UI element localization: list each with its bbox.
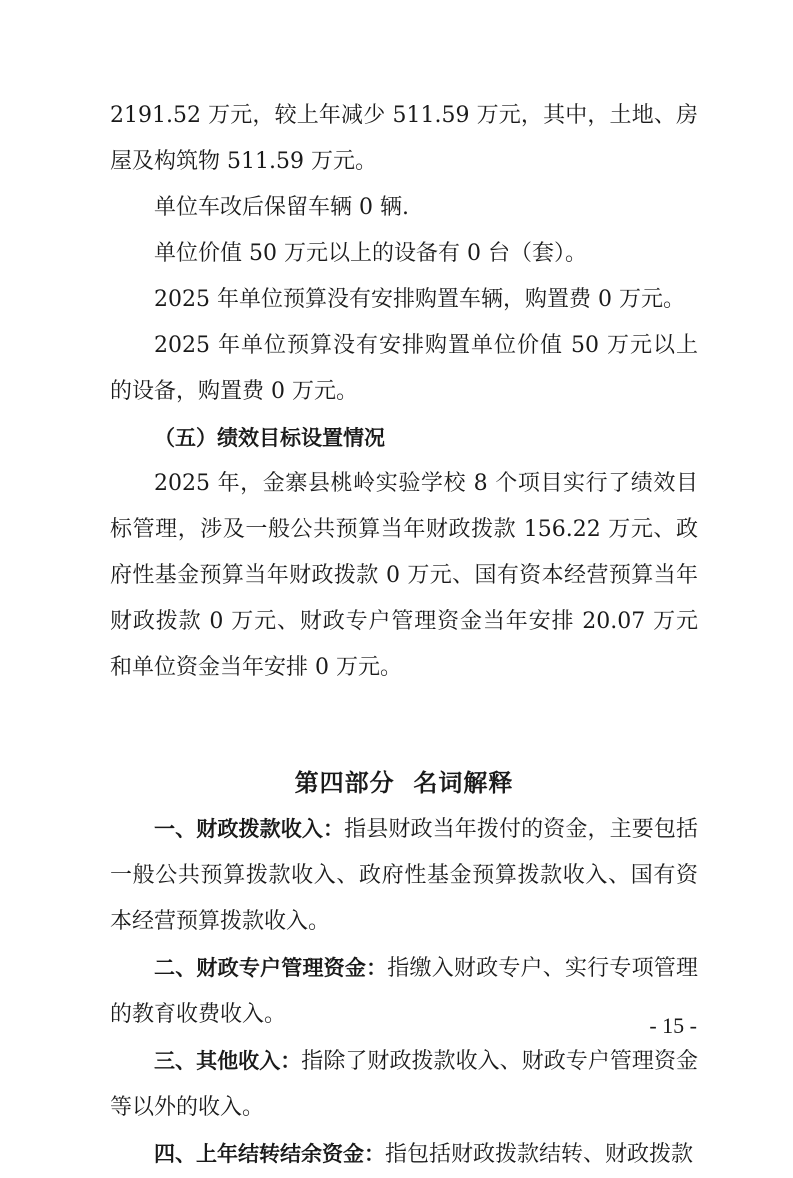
term-item (110, 1131, 698, 1178)
term-label: 二、财政专户管理资金： (154, 956, 388, 980)
vehicle-paragraph: 单位车改后保留车辆 0 辆. (154, 195, 409, 220)
section-spacer (110, 691, 698, 760)
term-definition: 指除了财政拨款收入、财政专户管理资金等以外的收入。 (110, 1049, 698, 1120)
performance-heading: （五）绩效目标设置情况 (154, 426, 385, 450)
performance-paragraph: 2025 年，金寨县桃岭实验学校 8 个项目实行了绩效目标管理，涉及一般公共预算当年财政拨款 156.22 万元、政府性基金预算当年财政拨款 0 万元、国有资本经营预算当年财政拨款 0 万元、财政专户管理资金当年安排 20.07 万元和单位资金当年安排 0 万元。 (110, 471, 698, 680)
document-page (110, 93, 698, 1178)
term-item (110, 945, 698, 1038)
equipment-purchase-paragraph: 2025 年单位预算没有安排购置单位价值 50 万元以上的设备，购置费 0 万元。 (110, 333, 698, 404)
term-definition: 指缴入财政专户、实行专项管理的教育收费收入。 (110, 956, 698, 1027)
asset-paragraph: 2191.52 万元，较上年减少 511.59 万元，其中，土地、房屋及构筑物 511.59 万元。 (110, 103, 698, 174)
part-four-title: 第四部分 名词解释 (294, 769, 514, 797)
equipment-paragraph: 单位价值 50 万元以上的设备有 0 台（套）。 (154, 241, 587, 266)
term-label: 一、财政拨款收入： (154, 817, 345, 841)
term-label: 四、上年结转结余资金： (154, 1142, 385, 1166)
page-number: - 15 - (649, 1013, 697, 1038)
term-item (110, 806, 698, 945)
term-definition: 指县财政当年拨付的资金，主要包括一般公共预算拨款收入、政府性基金预算拨款收入、国有资本经营预算拨款收入。 (110, 817, 698, 934)
term-definition: 指包括财政拨款结转、财政拨款 (385, 1142, 694, 1167)
term-item (110, 1038, 698, 1131)
vehicle-purchase-paragraph: 2025 年单位预算没有安排购置车辆，购置费 0 万元。 (154, 287, 685, 312)
term-label: 三、其他收入： (154, 1049, 302, 1073)
